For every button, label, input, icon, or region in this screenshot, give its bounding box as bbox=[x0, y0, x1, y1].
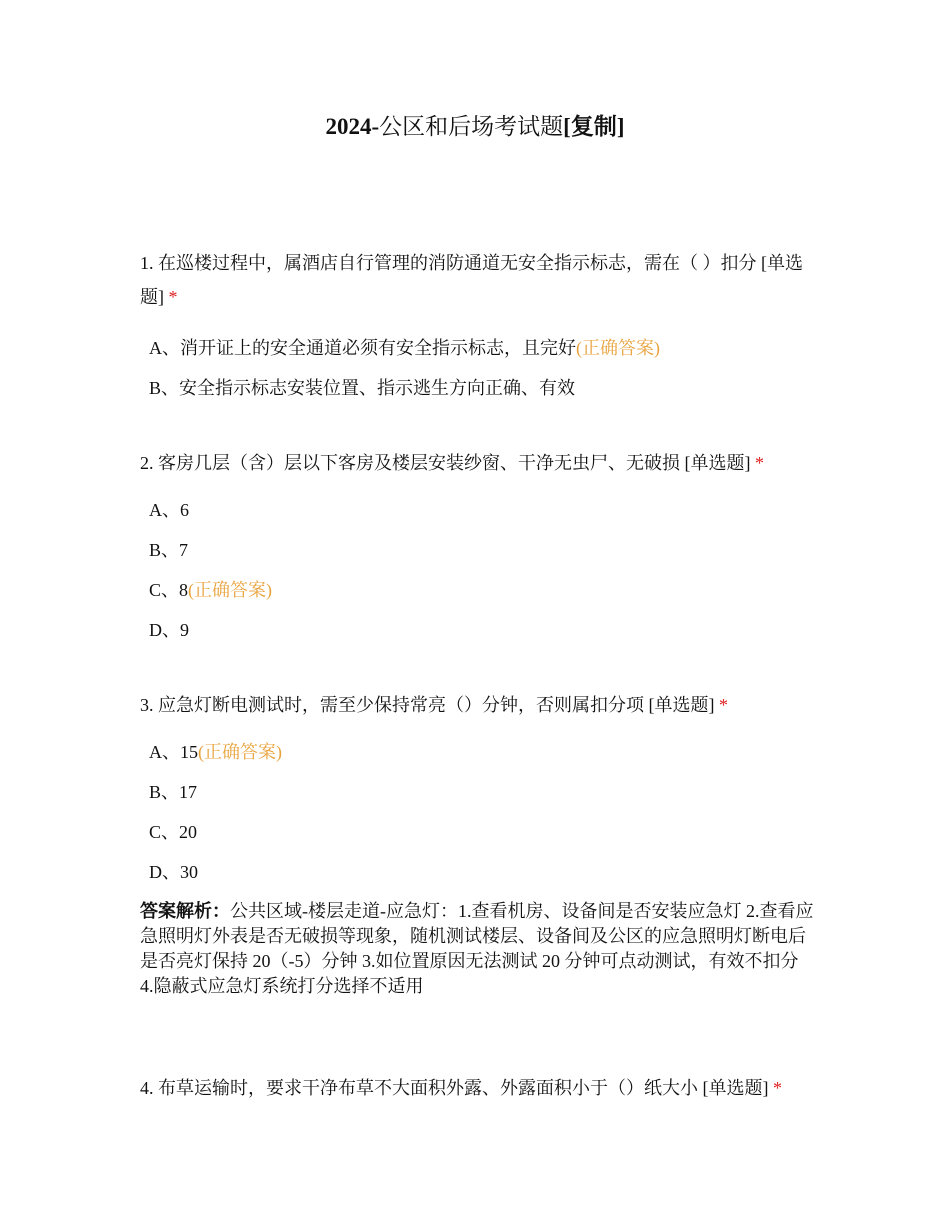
question-3-option-b[interactable] bbox=[149, 781, 197, 803]
analysis-text: 公共区域-楼层走道-应急灯：1.查看机房、设备间是否安装应急灯 2.查看应急照明灯外表是否无破损等现象，随机测试楼层、设备间及公区的应急照明灯断电后是否亮灯保持 20（-5）分钟 3.如位置原因无法测试 20 分钟可点动测试，有效不扣分 4.隐蔽式应急灯系统打分选择不适用 bbox=[140, 901, 814, 996]
option-label: B、安全指示标志安装位置、指示逃生方向正确、有效 bbox=[149, 378, 576, 398]
analysis-label: 答案解析： bbox=[140, 901, 230, 921]
question-3-option-c[interactable] bbox=[149, 821, 197, 843]
question-2-option-d[interactable] bbox=[149, 619, 189, 641]
page-title bbox=[0, 113, 950, 141]
question-3-option-d[interactable] bbox=[149, 861, 198, 883]
question-1-title bbox=[140, 246, 815, 314]
question-3-title bbox=[140, 688, 815, 722]
question-3-text: 3. 应急灯断电测试时，需至少保持常亮（）分钟，否则属扣分项 [单选题] bbox=[140, 695, 715, 715]
correct-answer-tag: (正确答案) bbox=[576, 338, 660, 358]
title-prefix: 2024- bbox=[325, 114, 380, 139]
title-main: 公区和后场考试题 bbox=[379, 114, 564, 139]
question-3-option-a[interactable] bbox=[149, 741, 282, 763]
required-mark: * bbox=[168, 287, 178, 307]
question-1-option-a[interactable] bbox=[149, 337, 660, 359]
title-suffix: [复制] bbox=[563, 114, 625, 139]
option-label: C、8 bbox=[149, 580, 189, 600]
option-label: A、6 bbox=[149, 500, 189, 520]
option-label: A、15 bbox=[149, 742, 198, 762]
required-mark: * bbox=[773, 1078, 782, 1098]
question-2-option-a[interactable] bbox=[149, 499, 189, 521]
question-2-title bbox=[140, 446, 815, 480]
required-mark: * bbox=[719, 695, 728, 715]
option-label: B、7 bbox=[149, 540, 189, 560]
option-label: D、9 bbox=[149, 620, 189, 640]
answer-analysis bbox=[140, 899, 815, 999]
question-4-title bbox=[140, 1071, 815, 1105]
question-2-text: 2. 客房几层（含）层以下客房及楼层安装纱窗、干净无虫尸、无破损 [单选题] bbox=[140, 453, 751, 473]
correct-answer-tag: (正确答案) bbox=[198, 742, 282, 762]
required-mark: * bbox=[755, 453, 764, 473]
question-2-option-c[interactable] bbox=[149, 579, 272, 601]
option-label: B、17 bbox=[149, 782, 198, 802]
question-1-option-b[interactable] bbox=[149, 377, 575, 399]
option-label: A、消开证上的安全通道必须有安全指示标志，且完好 bbox=[149, 338, 576, 358]
question-4-text: 4. 布草运输时，要求干净布草不大面积外露、外露面积小于（）纸大小 [单选题] bbox=[140, 1078, 769, 1098]
option-label: C、20 bbox=[149, 822, 198, 842]
correct-answer-tag: (正确答案) bbox=[188, 580, 273, 600]
question-1-text: 1. 在巡楼过程中，属酒店自行管理的消防通道无安全指示标志，需在（ ）扣分 [单选题] bbox=[140, 253, 803, 307]
question-2-option-b[interactable] bbox=[149, 539, 188, 561]
option-label: D、30 bbox=[149, 862, 198, 882]
